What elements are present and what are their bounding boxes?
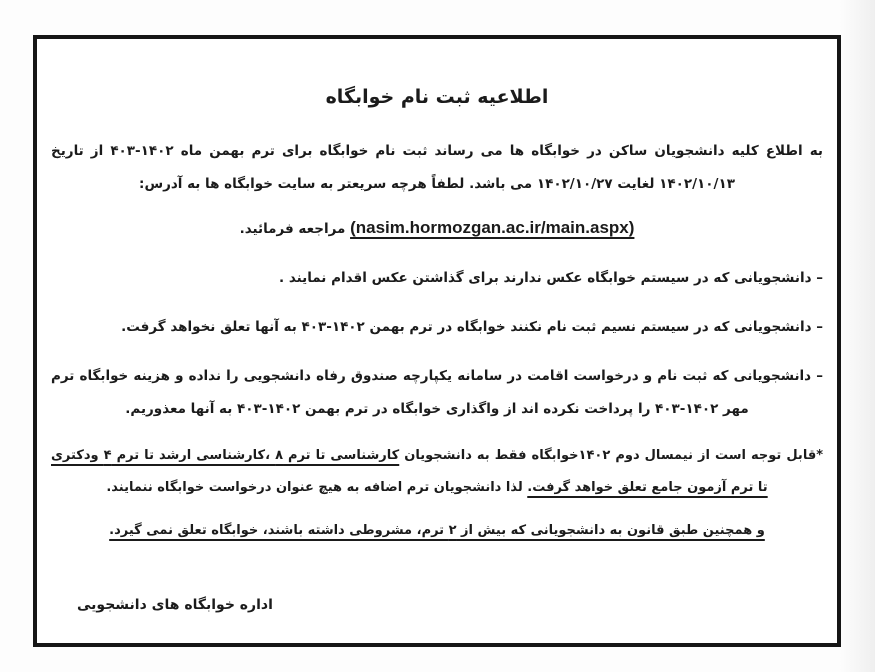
bullet-item-nasim-registration: – دانشجویانی که در سیستم نسیم ثبت نام نکنند خوابگاه در ترم بهمن ۱۴۰۲-۴۰۳ به آنها تعلق نخواهد گرفت.	[121, 319, 823, 335]
dormitory-site-link: (nasim.hormozgan.ac.ir/main.aspx)	[350, 218, 635, 237]
site-address-line	[51, 213, 823, 244]
visit-instruction-text: مراجعه فرمائید.	[239, 221, 351, 237]
signature-office-name: اداره خوابگاه های دانشجویی	[77, 597, 273, 613]
bullet-item-photo: – دانشجویانی که در سیستم خوابگاه عکس ندارند برای گذاشتن عکس اقدام نمایند .	[278, 270, 823, 286]
note-underlined-text: کارشناسی تا ترم ۸ ،کارشناسی ارشد تا ترم ۴ ودکتری تا ترم آزمون جامع تعلق خواهد گرفت.	[51, 448, 768, 495]
bullet-item-payment: – دانشجویانی که ثبت نام و درخواست اقامت در سامانه یکپارچه صندوق رفاه دانشجویی را نداده و هزینه خوابگاه ترم مهر ۱۴۰۲-۴۰۳ را پرداخت نکرده اند از واگذاری خوابگاه در ترم بهمن ۱۴۰۲-۴۰۳ به آنها معذوریم.	[51, 368, 823, 417]
note-suffix-text: لذا دانشجویان ترم اضافه به هیچ عنوان درخواست خوابگاه ننمایند.	[106, 480, 528, 495]
notice-title: اطلاعیه ثبت نام خوابگاه	[325, 86, 549, 108]
notice-border-frame	[33, 35, 841, 647]
note-prefix-text: *قابل توجه است از نیمسال دوم ۱۴۰۲خوابگاه فقط به دانشجویان	[399, 448, 824, 463]
special-note	[51, 440, 823, 504]
intro-paragraph: به اطلاع کلیه دانشجویان ساکن در خوابگاه ها می رساند ثبت نام خوابگاه برای ترم بهمن ماه ۱۴۰۲-۴۰۳ از تاریخ ۱۴۰۲/۱۰/۱۳ لغایت ۱۴۰۲/۱۰/۲۷ می باشد. لطفاً هرچه سریعتر به سایت خوابگاه ها به آدرس:	[51, 143, 823, 192]
probation-rule-line: و همچنین طبق قانون به دانشجویانی که بیش از ۲ ترم، مشروطی داشته باشند، خوابگاه تعلق نمی گیرد.	[109, 523, 765, 538]
